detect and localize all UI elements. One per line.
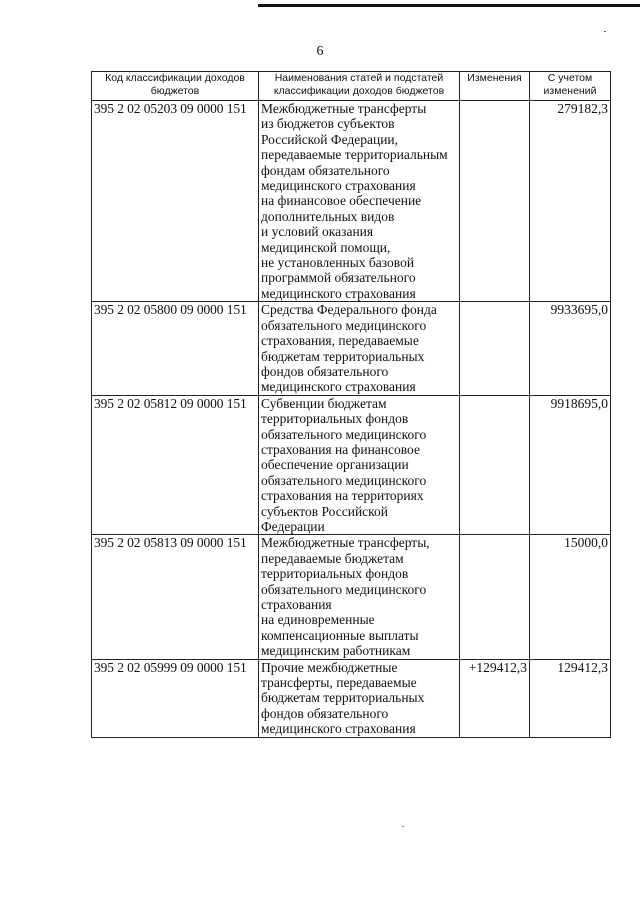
row-with-changes: 9918695,0 — [530, 395, 611, 535]
row-changes — [460, 302, 530, 395]
table-row — [92, 302, 611, 395]
table-header-row — [92, 72, 611, 101]
row-changes — [460, 535, 530, 659]
page-number: 6 — [316, 44, 324, 59]
header-name: Наименования статей и подстатей классификации доходов бюджетов — [259, 72, 460, 101]
scan-speck — [604, 31, 606, 32]
row-with-changes: 9933695,0 — [530, 302, 611, 395]
budget-revenue-table — [91, 71, 611, 738]
top-edge-rule — [258, 4, 640, 7]
row-name: Межбюджетные трансферты, передаваемые бюджетам территориальных фондов обязательного медицинского страхования на единовременные компенсационные выплаты медицинским работникам — [259, 535, 460, 659]
row-code: 395 2 02 05999 09 0000 151 — [92, 659, 259, 737]
table-row — [92, 101, 611, 302]
row-name: Средства Федерального фонда обязательного медицинского страхования, передаваемые бюджетам территориальных фондов обязательного медицинского страхования — [259, 302, 460, 395]
header-changes: Изменения — [460, 72, 530, 101]
row-with-changes: 15000,0 — [530, 535, 611, 659]
table-row — [92, 535, 611, 659]
header-code: Код классификации доходов бюджетов — [92, 72, 259, 101]
row-code: 395 2 02 05812 09 0000 151 — [92, 395, 259, 535]
scan-speck — [402, 826, 404, 827]
row-name: Межбюджетные трансферты из бюджетов субъектов Российской Федерации, передаваемые территориальным фондам обязательного медицинского страхования на финансовое обеспечение дополнительных видов и условий оказания медицинской помощи, не установленных базовой программой обязательного медицинского страхования — [259, 101, 460, 302]
row-name: Прочие межбюджетные трансферты, передаваемые бюджетам территориальных фондов обязательного медицинского страхования — [259, 659, 460, 737]
row-changes: +129412,3 — [460, 659, 530, 737]
header-with-changes: С учетом изменений — [530, 72, 611, 101]
row-changes — [460, 395, 530, 535]
row-code: 395 2 02 05813 09 0000 151 — [92, 535, 259, 659]
row-name: Субвенции бюджетам территориальных фондов обязательного медицинского страхования на финансовое обеспечение организации обязательного медицинского страхования на территориях субъектов Российской Федерации — [259, 395, 460, 535]
row-with-changes: 279182,3 — [530, 101, 611, 302]
table-row — [92, 395, 611, 535]
row-with-changes: 129412,3 — [530, 659, 611, 737]
table-row — [92, 659, 611, 737]
row-changes — [460, 101, 530, 302]
row-code: 395 2 02 05800 09 0000 151 — [92, 302, 259, 395]
row-code: 395 2 02 05203 09 0000 151 — [92, 101, 259, 302]
